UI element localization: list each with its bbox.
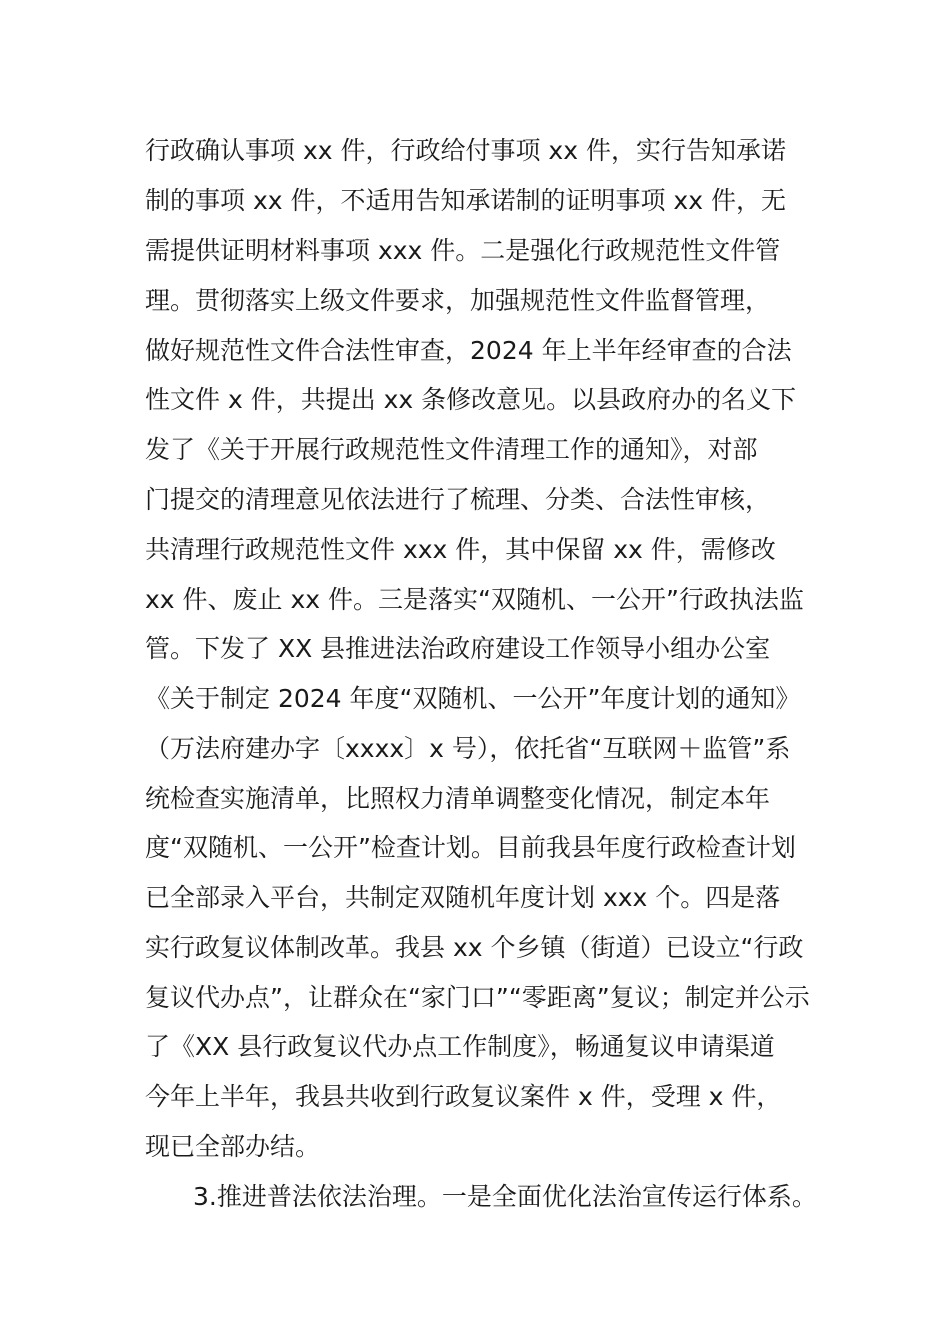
paragraph-line-11: 管。下发了 XX 县推进法治政府建设工作领导小组办公室 — [145, 634, 771, 663]
paragraph-line-4: 理。贯彻落实上级文件要求，加强规范性文件监督管理， — [145, 286, 771, 315]
paragraph-line-3: 需提供证明材料事项 xxx 件。二是强化行政规范性文件管 — [145, 236, 781, 265]
paragraph-line-7: 发了《关于开展行政规范性文件清理工作的通知》，对部 — [145, 435, 758, 464]
paragraph-line-13: （万法府建办字〔xxxx〕x 号），依托省“互联网＋监管”系 — [145, 734, 791, 763]
paragraph-line-15: 度“双随机、一公开”检查计划。目前我县年度行政检查计划 — [145, 833, 796, 862]
paragraph-line-8: 门提交的清理意见依法进行了梳理、分类、合法性审核， — [145, 485, 771, 514]
paragraph-line-12: 《关于制定 2024 年度“双随机、一公开”年度计划的通知》 — [145, 684, 801, 713]
paragraph-line-21: 现已全部办结。 — [145, 1132, 321, 1161]
paragraph-line-6: 性文件 x 件，共提出 xx 条修改意见。以县政府办的名义下 — [145, 385, 797, 414]
paragraph-line-1: 行政确认事项 xx 件，行政给付事项 xx 件，实行告知承诺 — [145, 136, 786, 165]
paragraph-line-16: 已全部录入平台，共制定双随机年度计划 xxx 个。四是落 — [145, 883, 781, 912]
paragraph-line-14: 统检查实施清单，比照权力清单调整变化情况，制定本年 — [145, 784, 771, 813]
paragraph-line-17: 实行政复议体制改革。我县 xx 个乡镇（街道）已设立“行政 — [145, 933, 804, 962]
paragraph-line-18: 复议代办点”，让群众在“家门口”“零距离”复议；制定并公示 — [145, 983, 810, 1012]
paragraph-line-10: xx 件、废止 xx 件。三是落实“双随机、一公开”行政执法监 — [145, 585, 804, 614]
paragraph-line-5: 做好规范性文件合法性审查，2024 年上半年经审查的合法 — [145, 336, 792, 365]
paragraph-line-20: 今年上半年，我县共收到行政复议案件 x 件，受理 x 件， — [145, 1082, 782, 1111]
section-heading-line: 3.推进普法依法治理。一是全面优化法治宣传运行体系。 — [193, 1182, 817, 1211]
paragraph-line-19: 了《XX 县行政复议代办点工作制度》，畅通复议申请渠道 — [145, 1032, 775, 1061]
paragraph-line-2: 制的事项 xx 件，不适用告知承诺制的证明事项 xx 件，无 — [145, 186, 786, 215]
paragraph-line-9: 共清理行政规范性文件 xxx 件，其中保留 xx 件，需修改 — [145, 535, 776, 564]
